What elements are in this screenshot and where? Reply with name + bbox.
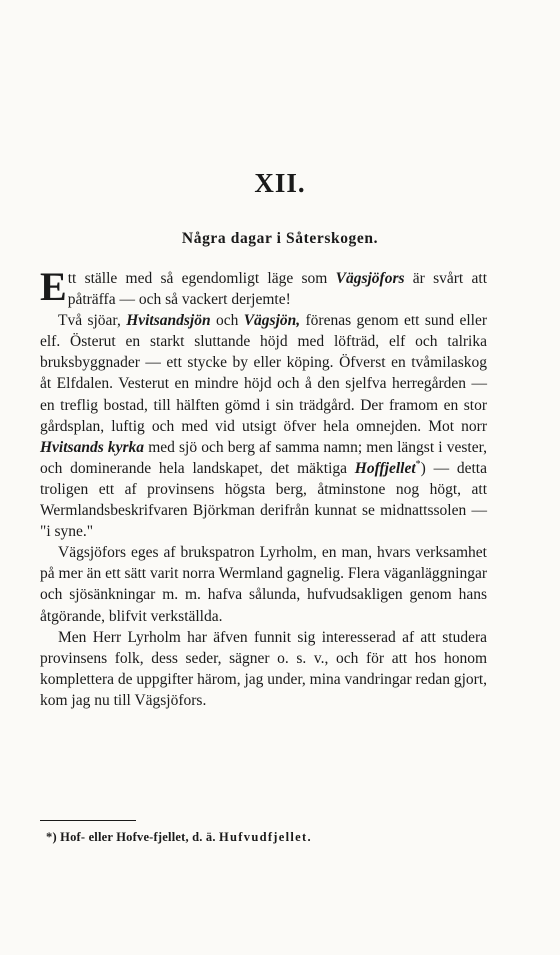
lake-name: Hvitsandsjön	[126, 312, 211, 330]
footnote-rule	[40, 820, 136, 821]
church-name: Hvitsands kyrka	[40, 438, 145, 456]
text-run: är svårt att påträffa — och så vackert derjemte!	[67, 270, 487, 309]
footnote-mark: *)	[46, 830, 61, 844]
footnote-reference: *	[415, 458, 421, 470]
body-text	[40, 264, 488, 711]
chapter-title: Några dagar i Såterskogen.	[181, 230, 379, 247]
text-run: Två sjöar,	[58, 312, 127, 330]
lake-name: Vägsjön,	[243, 312, 301, 330]
paragraph-2	[40, 310, 487, 542]
paragraph-4: Men Herr Lyrholm har äfven funnit sig interesserad af att studera provinsens folk, dess seder, sägner o. s. v., och för att hos honom komplettera de uppgifter härom, jag under, mina vandringar redan gjort, kom jag nu till Vägsjöfors.	[40, 628, 488, 709]
mountain-name: Hoffjellet	[354, 459, 416, 477]
text-run: förenas genom ett sund eller elf. Österut en starkt sluttande höjd med löfträd, elf och talrika bruksbyggnader — ett stycke by eller köping. Öfverst en tvåmilaskog åt Elfdalen. Vesterut en mindre höjd och å den sjelfva herregården — en treflig bostad, till hälften gömd i sin trädgård. Der framom en stor gårdsplan, luftig och med vid utsigt öfver hela omnejden. Mot norr	[40, 312, 488, 435]
footnote-spaced-text: Hufvudfjellet.	[219, 830, 312, 844]
footnote	[46, 830, 486, 845]
drop-cap: E	[40, 264, 67, 309]
footnote-text: Hof- eller Hofve-fjellet, d. ä.	[60, 830, 220, 844]
place-name: Vägsjöfors	[335, 270, 405, 287]
text-run: och	[210, 312, 244, 330]
paragraph-3: Vägsjöfors eges af brukspatron Lyrholm, en man, hvars verksamhet på mer än ett sätt varit norra Wermland gagnelig. Flera väganläggningar och sjösänkningar m. m. hafva sålunda, hufvudsakligen genom hans åtgörande, blifvit verkställda.	[40, 544, 487, 625]
text-run: ) — detta troligen ett af provinsens högsta berg, åtminstone nog högt, att Wermlandsbeskrifvaren Björkman derifrån kunnat se midnattssolen — "i syne."	[40, 459, 487, 541]
text-run: med sjö och berg af samma namn; men längst i vester, och dominerande hela landskapet, det mäktiga	[40, 438, 487, 477]
paragraph-1	[40, 264, 487, 310]
text-run: tt ställe med så egendomligt läge som	[67, 270, 336, 287]
chapter-number: XII.	[254, 168, 306, 198]
